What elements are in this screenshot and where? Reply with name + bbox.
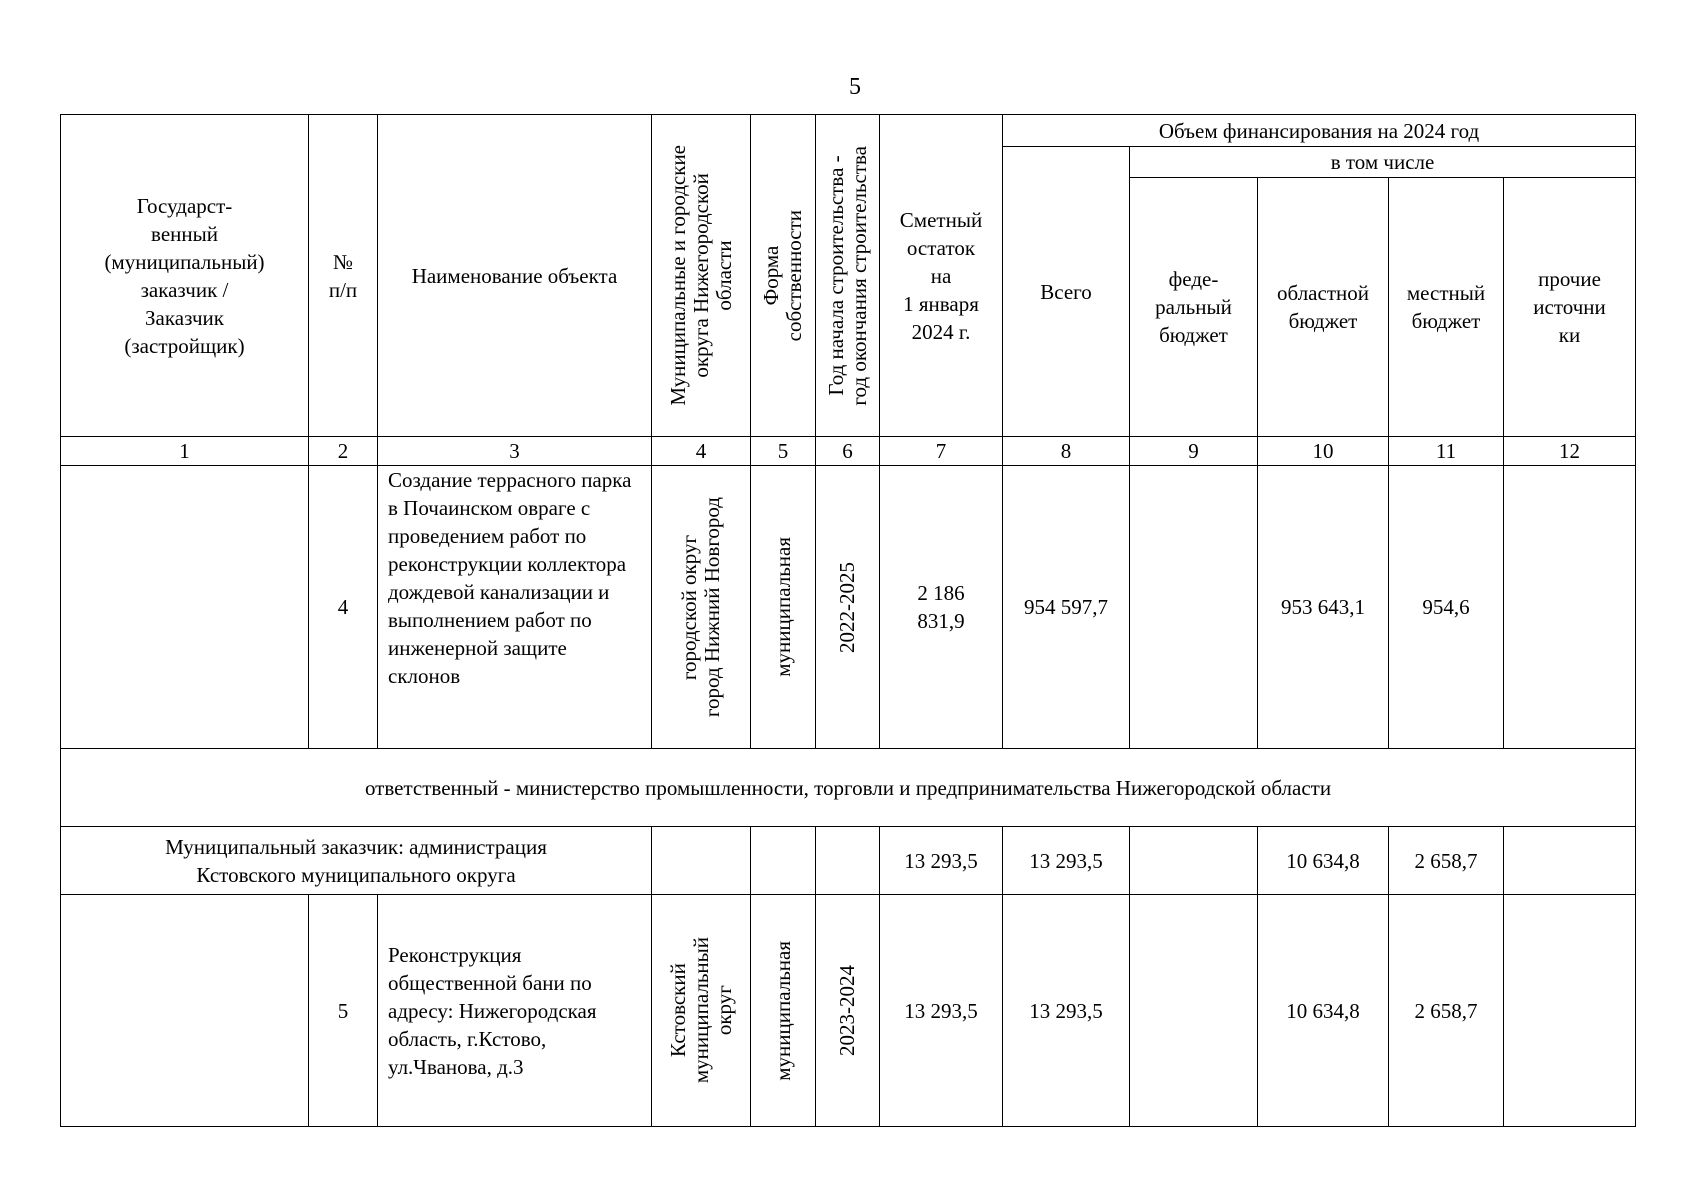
header-federal: феде- ральный бюджет [1130,178,1258,437]
customer-estimate: 13 293,5 [880,827,1003,895]
column-number: 1 [61,437,309,466]
row5-customer [61,895,309,1127]
customer-label: Муниципальный заказчик: администрация Кстовского муниципального округа [61,827,652,895]
header-num: № п/п [309,115,378,437]
section-row [61,749,1636,827]
column-number: 3 [378,437,652,466]
column-number: 11 [1389,437,1504,466]
row4-total: 954 597,7 [1003,466,1130,749]
row5-num: 5 [309,895,378,1127]
row4-object-name: Создание террасного парка в Почаинском овраге с проведением работ по реконструкции коллектора дождевой канализации и выполнением работ по инженерной защите склонов [378,466,652,749]
column-number: 9 [1130,437,1258,466]
row5-ownership: муниципальная [751,895,816,1127]
table-row [61,895,1636,1127]
header-financing: Объем финансирования на 2024 год [1003,115,1636,147]
customer-ownership [751,827,816,895]
header-regional: областной бюджет [1258,178,1389,437]
row4-estimate: 2 186 831,9 [880,466,1003,749]
column-number: 5 [751,437,816,466]
customer-row [61,827,1636,895]
header-object-name: Наименование объекта [378,115,652,437]
header-customer: Государст- венный (муниципальный) заказчик / Заказчик (застройщик) [61,115,309,437]
customer-other [1504,827,1636,895]
section-responsible: ответственный - министерство промышленности, торговли и предпринимательства Нижегородской области [61,749,1636,827]
row5-other [1504,895,1636,1127]
row4-federal [1130,466,1258,749]
financing-table [60,114,1636,1127]
customer-federal [1130,827,1258,895]
row4-ownership: муниципальная [751,466,816,749]
customer-local: 2 658,7 [1389,827,1504,895]
header-local: местный бюджет [1389,178,1504,437]
customer-total: 13 293,5 [1003,827,1130,895]
customer-years [816,827,880,895]
column-number: 6 [816,437,880,466]
customer-regional: 10 634,8 [1258,827,1389,895]
column-numbers-row [61,437,1636,466]
header-including: в том числе [1130,147,1636,178]
header-years: Год начала строительства - год окончания строительства [816,115,880,437]
header-estimate: Сметный остаток на 1 января 2024 г. [880,115,1003,437]
table-row [61,466,1636,749]
column-number: 4 [652,437,751,466]
column-number: 8 [1003,437,1130,466]
row4-regional: 953 643,1 [1258,466,1389,749]
column-number: 10 [1258,437,1389,466]
header-total: Всего [1003,147,1130,437]
column-number: 12 [1504,437,1636,466]
header-row-1 [61,115,1636,147]
row4-customer [61,466,309,749]
header-ownership: Форма собственности [751,115,816,437]
column-number: 7 [880,437,1003,466]
row5-regional: 10 634,8 [1258,895,1389,1127]
header-municipality: Муниципальные и городские округа Нижегородской области [652,115,751,437]
row5-object-name: Реконструкция общественной бани по адресу: Нижегородская область, г.Кстово, ул.Чванова, д.3 [378,895,652,1127]
row4-other [1504,466,1636,749]
customer-municipality [652,827,751,895]
page-number: 5 [849,74,861,100]
row5-total: 13 293,5 [1003,895,1130,1127]
row5-municipality: Кстовский муниципальный округ [652,895,751,1127]
row4-years: 2022-2025 [816,466,880,749]
row4-num: 4 [309,466,378,749]
row5-federal [1130,895,1258,1127]
header-other: прочие источни ки [1504,178,1636,437]
row5-estimate: 13 293,5 [880,895,1003,1127]
column-number: 2 [309,437,378,466]
row4-municipality: городской округ город Нижний Новгород [652,466,751,749]
row5-years: 2023-2024 [816,895,880,1127]
row5-local: 2 658,7 [1389,895,1504,1127]
row4-local: 954,6 [1389,466,1504,749]
